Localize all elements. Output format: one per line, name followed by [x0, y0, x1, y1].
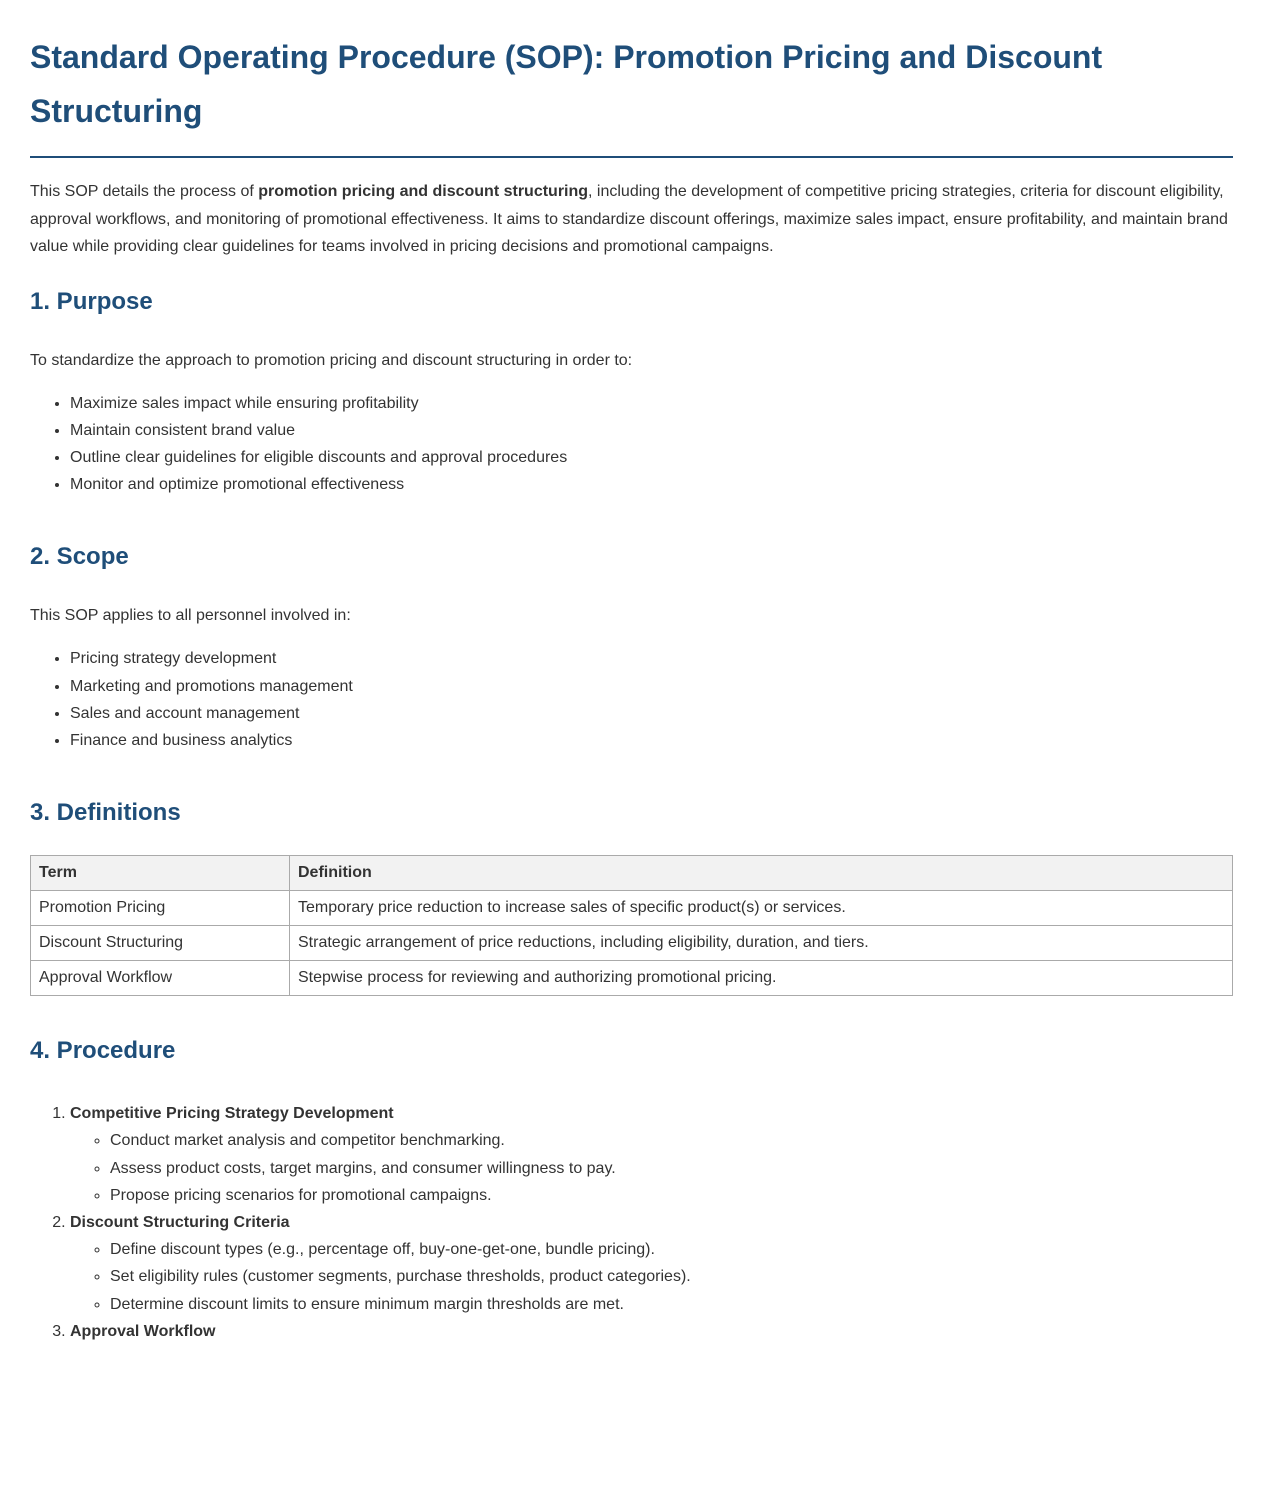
- list-item: • Monitor and optimize promotional effectiveness: [70, 471, 1233, 498]
- procedure-step: [70, 1318, 1233, 1345]
- table-row: [31, 891, 1233, 926]
- list-item: • Maximize sales impact while ensuring profitability: [70, 390, 1233, 417]
- table-row: [31, 961, 1233, 996]
- list-item: ◦ Propose pricing scenarios for promotional campaigns.: [110, 1182, 1233, 1209]
- intro-text-end: , including the development of competitive pricing strategies, criteria for discount eligibility, approval workflows, and monitoring of promotional effectiveness. It aims to standardize discount offerings, maximize sales impact, ensure profitability, and maintain brand value while providing clear guidelines for teams involved in pricing decisions and promotional campaigns.: [30, 183, 1228, 255]
- table-row: [31, 926, 1233, 961]
- list-item: ◦ Set eligibility rules (customer segments, purchase thresholds, product categories).: [110, 1263, 1233, 1290]
- step-title: Approval Workflow: [70, 1322, 216, 1340]
- scope-list: [30, 645, 1233, 754]
- list-item: • Maintain consistent brand value: [70, 417, 1233, 444]
- list-item: • Pricing strategy development: [70, 645, 1233, 672]
- purpose-list: [30, 390, 1233, 499]
- purpose-heading: 1. Purpose: [30, 287, 153, 315]
- list-item: ◦ Conduct market analysis and competitor benchmarking.: [110, 1127, 1233, 1154]
- definition-cell: Stepwise process for reviewing and authorizing promotional pricing.: [290, 961, 1233, 996]
- procedure-heading: 4. Procedure: [30, 1037, 176, 1065]
- definitions-table: [30, 855, 1233, 996]
- term-cell: Discount Structuring: [31, 926, 290, 961]
- step-substeps: [70, 1127, 1233, 1209]
- procedure-step: [70, 1100, 1233, 1209]
- list-item: ◦ Define discount types (e.g., percentage off, buy-one-get-one, bundle pricing).: [110, 1236, 1233, 1263]
- definitions-heading: 3. Definitions: [30, 799, 181, 827]
- page-title: Standard Operating Procedure (SOP): Promotion Pricing and Discount Structuring: [30, 30, 1233, 158]
- procedure-step: [70, 1209, 1233, 1318]
- list-item: • Outline clear guidelines for eligible discounts and approval procedures: [70, 444, 1233, 471]
- term-cell: Promotion Pricing: [31, 891, 290, 926]
- table-header-row: [31, 856, 1233, 891]
- procedure-steps: [30, 1100, 1233, 1345]
- definition-cell: Temporary price reduction to increase sales of specific product(s) or services.: [290, 891, 1233, 926]
- list-item: ◦ Assess product costs, target margins, and consumer willingness to pay.: [110, 1155, 1233, 1182]
- list-item: ◦ Determine discount limits to ensure minimum margin thresholds are met.: [110, 1291, 1233, 1318]
- purpose-lead: To standardize the approach to promotion pricing and discount structuring in order to:: [30, 351, 633, 369]
- list-item: • Sales and account management: [70, 700, 1233, 727]
- list-item: • Marketing and promotions management: [70, 673, 1233, 700]
- column-header-definition: Definition: [290, 856, 1233, 891]
- definition-cell: Strategic arrangement of price reductions, including eligibility, duration, and tiers.: [290, 926, 1233, 961]
- step-substeps: [70, 1236, 1233, 1318]
- column-header-term: Term: [31, 856, 290, 891]
- term-cell: Approval Workflow: [31, 961, 290, 996]
- intro-bold-phrase: promotion pricing and discount structuring: [258, 183, 589, 200]
- intro-text-start: This SOP details the process of: [30, 183, 259, 200]
- step-title: Discount Structuring Criteria: [70, 1213, 290, 1231]
- step-title: Competitive Pricing Strategy Development: [70, 1105, 394, 1123]
- list-item: • Finance and business analytics: [70, 727, 1233, 754]
- scope-heading: 2. Scope: [30, 543, 129, 571]
- scope-lead: This SOP applies to all personnel involved in:: [30, 607, 351, 625]
- intro-paragraph: [30, 178, 1233, 261]
